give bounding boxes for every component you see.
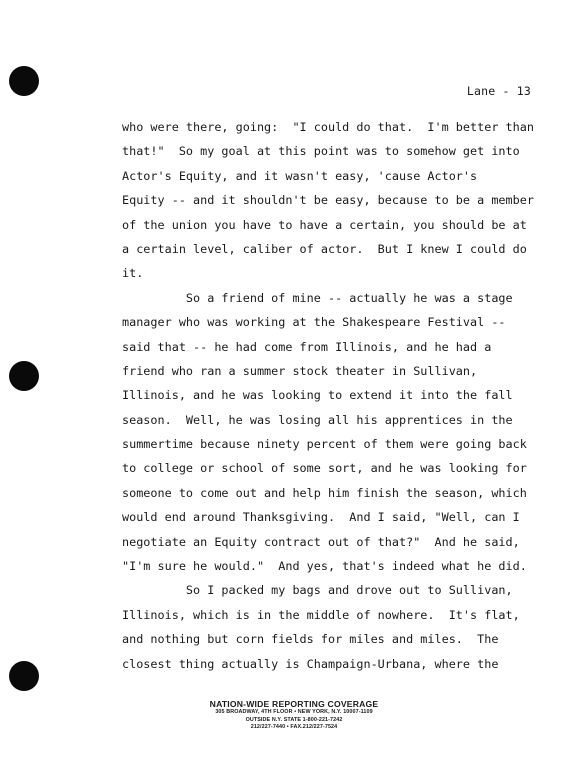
transcript-line: Equity -- and it shouldn't be easy, because to be a member (122, 193, 534, 208)
transcript-line: that!" So my goal at this point was to somehow get into (122, 144, 520, 159)
transcript-line: said that -- he had come from Illinois, and he had a (122, 339, 492, 354)
page-header: Lane - 13 (466, 84, 531, 98)
transcript-line: friend who ran a summer stock theater in Sullivan, (122, 363, 478, 378)
transcript-line: closest thing actually is Champaign-Urbana, where the (122, 656, 499, 671)
transcript-line: Illinois, and he was looking to extend it into the fall (122, 388, 513, 403)
transcript-line: negotiate an Equity contract out of that?" And he said, (122, 534, 520, 549)
transcript-line: to college or school of some sort, and he was looking for (122, 461, 527, 476)
transcript-line: would end around Thanksgiving. And I said, "Well, can I (122, 510, 520, 525)
transcript-line: manager who was working at the Shakespeare Festival -- (122, 315, 506, 330)
transcript-line: someone to come out and help him finish the season, which (122, 485, 527, 500)
transcript-body (122, 118, 562, 679)
transcript-line: it. (122, 266, 144, 281)
binder-hole-top (9, 66, 39, 96)
binder-hole-middle (9, 361, 39, 391)
transcript-line: Actor's Equity, and it wasn't easy, 'cause Actor's (122, 168, 478, 183)
transcript-line: "I'm sure he would." And yes, that's indeed what he did. (122, 559, 527, 574)
transcript-line: summertime because ninety percent of them were going back (122, 437, 527, 452)
transcript-line: who were there, going: "I could do that. I'm better than (122, 120, 534, 134)
transcript-line: Illinois, which is in the middle of nowhere. It's flat, (122, 607, 520, 622)
transcript-line: and nothing but corn fields for miles and miles. The (122, 632, 499, 647)
footer-title: NATION-WIDE REPORTING COVERAGE (209, 699, 379, 709)
binder-hole-bottom (9, 661, 39, 691)
reporting-footer (0, 699, 588, 732)
footer-toll-free: OUTSIDE N.Y. STATE 1-800-221-7242 (245, 716, 343, 723)
transcript-line: So I packed my bags and drove out to Sullivan, (122, 583, 513, 598)
transcript-line: season. Well, he was losing all his apprentices in the (122, 412, 513, 427)
footer-address: 305 BROADWAY, 4TH FLOOR • NEW YORK, N.Y. 10007-1109 (215, 709, 373, 715)
footer-phone-fax: 212/227-7440 • FAX.212/227-7524 (250, 724, 338, 730)
transcript-line: of the union you have to have a certain, you should be at (122, 217, 527, 232)
transcript-line: a certain level, caliber of actor. But I knew I could do (122, 241, 527, 256)
transcript-line: So a friend of mine -- actually he was a stage (122, 290, 513, 305)
